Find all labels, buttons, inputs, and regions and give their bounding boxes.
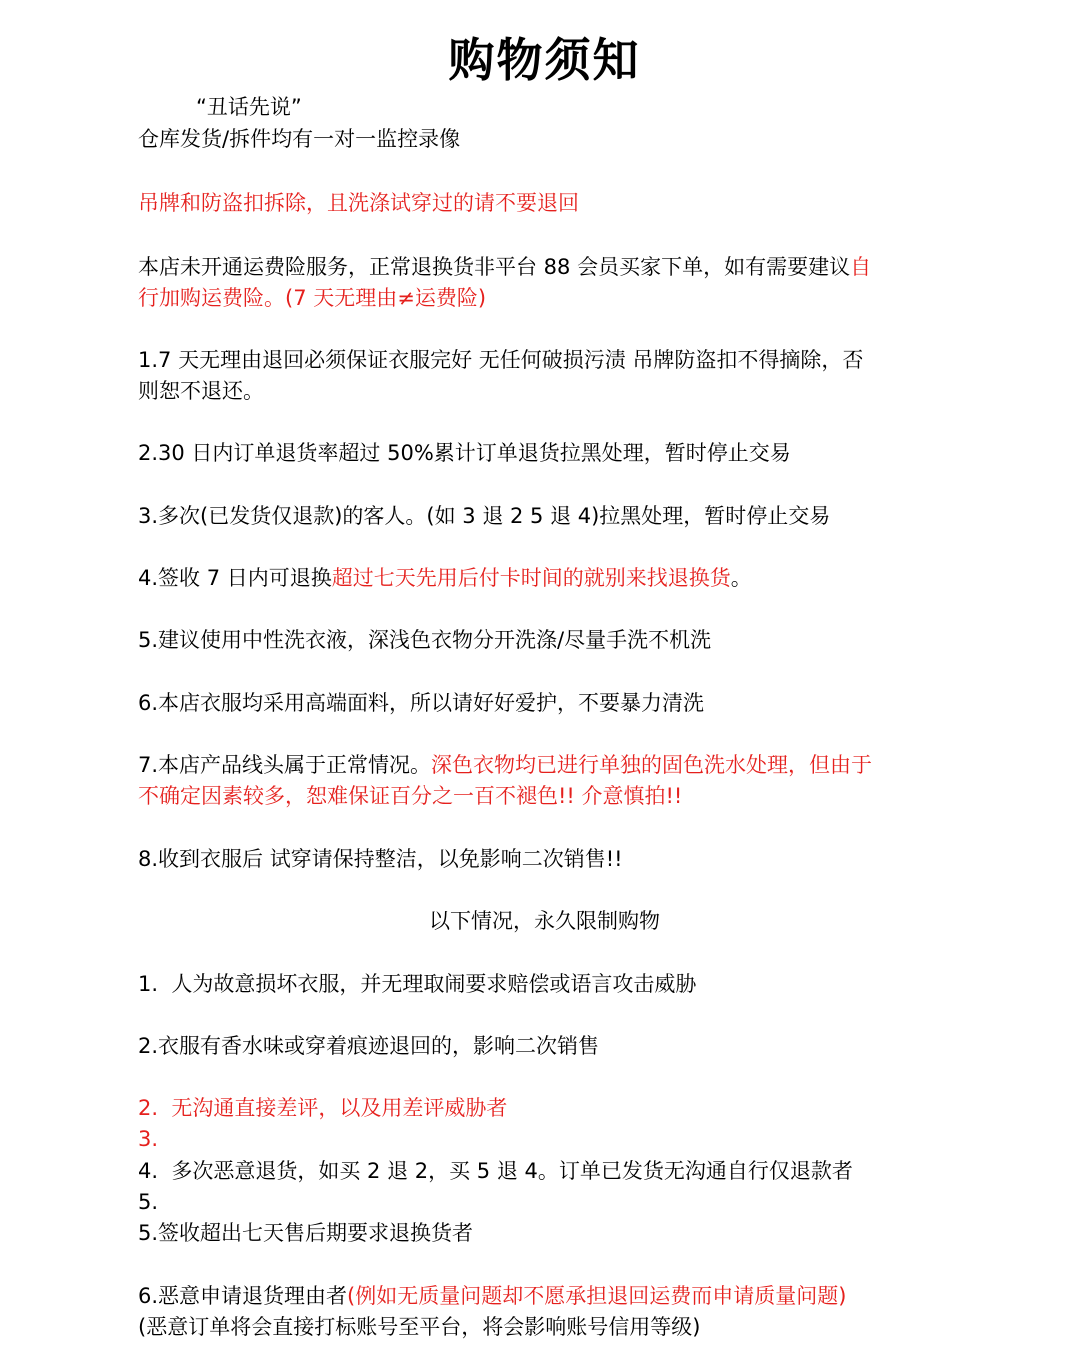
- restriction-6-text: 6.恶意申请退货理由者: [138, 1284, 348, 1308]
- page-title: 购物须知: [448, 33, 641, 87]
- restriction-3: 2. 无沟通直接差评，以及用差评威胁者: [138, 1096, 508, 1120]
- restriction-6-highlight: (例如无质量问题却不愿承担退回运费而申请质量问题): [347, 1284, 847, 1308]
- tag-warning-line: 吊牌和防盗扣拆除，且洗涤试穿过的请不要退回: [138, 191, 579, 215]
- restriction-4b: 5.: [138, 1190, 159, 1214]
- rule-6: 6.本店衣服均采用高端面料，所以请好好爱护，不要暴力清洗: [138, 691, 705, 715]
- shipping-insurance-line-2: 行加购运费险。(7 天无理由≠运费险): [138, 286, 487, 310]
- rule-1-line-b: 则恕不退还。: [138, 379, 264, 403]
- rule-8: 8.收到衣服后 试穿请保持整洁，以免影响二次销售!!: [138, 847, 623, 871]
- rule-3: 3.多次(已发货仅退款)的客人。(如 3 退 2 5 退 4)拉黑处理，暂时停止交易: [138, 504, 831, 528]
- subtitle: “丑话先说”: [196, 95, 302, 119]
- rule-7-text: 7.本店产品线头属于正常情况。: [138, 753, 432, 777]
- rule-7-line-b: 不确定因素较多，恕难保证百分之一百不褪色!! 介意慎拍!!: [138, 784, 683, 808]
- rule-4-highlight: 超过七天先用后付卡时间的就别来找退换货: [331, 566, 731, 590]
- shipping-insurance-highlight: 自: [850, 255, 872, 279]
- restriction-3b: 3.: [138, 1127, 159, 1151]
- restriction-4: 4. 多次恶意退货，如买 2 退 2，买 5 退 4。订单已发货无沟通自行仅退款者: [138, 1159, 853, 1183]
- restriction-6-note: (恶意订单将会直接打标账号至平台，将会影响账号信用等级): [138, 1315, 701, 1339]
- rule-4: [138, 563, 978, 594]
- restriction-1: 1. 人为故意损坏衣服，并无理取闹要求赔偿或语言攻击威胁: [138, 972, 697, 996]
- rule-2: 2.30 日内订单退货率超过 50%累计订单退货拉黑处理，暂时停止交易: [138, 441, 791, 465]
- restriction-2: 2.衣服有香水味或穿着痕迹退回的，影响二次销售: [138, 1034, 600, 1058]
- rule-5: 5.建议使用中性洗衣液，深浅色衣物分开洗涤/尽量手洗不机洗: [138, 628, 712, 652]
- shipping-insurance-text: 本店未开通运费险服务，正常退换货非平台 88 会员买家下单，如有需要建议: [138, 255, 851, 279]
- rule-7-line-a: [138, 750, 978, 781]
- intro-line: 仓库发货/拆件均有一对一监控录像: [138, 127, 461, 151]
- rule-7-highlight-a: 深色衣物均已进行单独的固色洗水处理，但由于: [431, 753, 873, 777]
- restriction-6: [138, 1281, 978, 1312]
- restriction-5: 5.签收超出七天售后期要求退换货者: [138, 1221, 474, 1245]
- rule-4-text: 4.签收 7 日内可退换: [138, 566, 332, 590]
- shipping-insurance-line: [138, 252, 978, 283]
- rule-4-end: 。: [730, 566, 752, 590]
- restriction-heading: 以下情况，永久限制购物: [429, 909, 660, 933]
- rule-1-line-a: 1.7 天无理由退回必须保证衣服完好 无任何破损污渍 吊牌防盗扣不得摘除，否: [138, 348, 864, 372]
